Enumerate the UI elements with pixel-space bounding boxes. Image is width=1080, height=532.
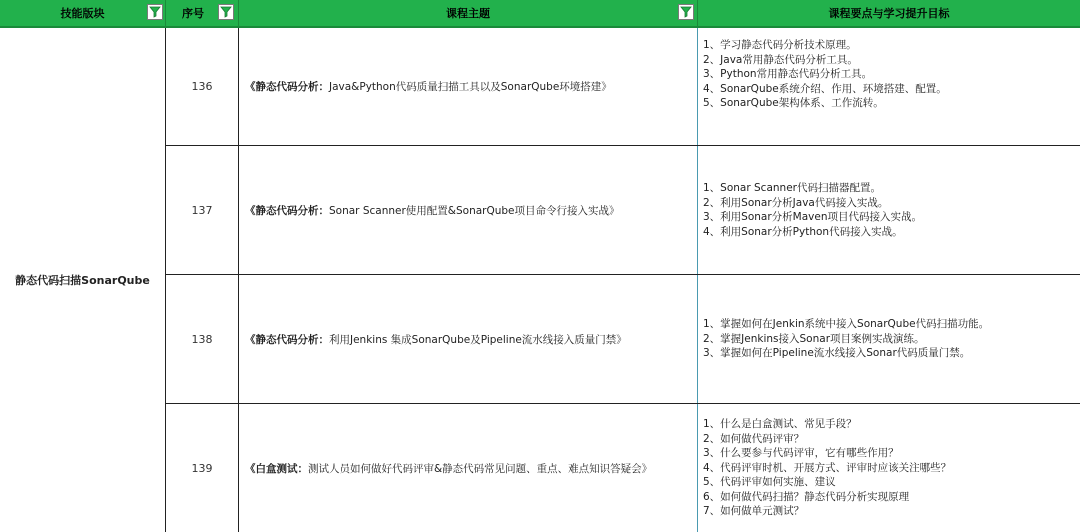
topic-text: 测试人员如何做好代码评审&静态代码常见问题、重点、难点知识答疑会》 (308, 462, 653, 475)
goal-item: 2、掌握Jenkins接入Sonar项目案例实战演练。 (703, 332, 925, 345)
row-topic (239, 146, 698, 274)
goal-item: 2、如何做代码评审？ (703, 432, 805, 445)
table-row[interactable] (166, 146, 1080, 275)
goal-item: 4、利用Sonar分析Python代码接入实战。 (703, 225, 903, 238)
goal-item: 2、Java常用静态代码分析工具。 (703, 53, 858, 66)
topic-prefix: 《白盒测试： (245, 462, 308, 475)
header-number (166, 0, 239, 26)
goal-item: 3、掌握如何在Pipeline流水线接入Sonar代码质量门禁。 (703, 347, 971, 360)
goal-item: 1、掌握如何在Jenkin系统中接入SonarQube代码扫描功能。 (703, 318, 990, 331)
goal-item: 2、利用Sonar分析Java代码接入实战。 (703, 196, 889, 209)
row-goals (698, 146, 1080, 274)
goal-item: 5、SonarQube架构体系、工作流转。 (703, 97, 884, 109)
row-number: 137 (166, 146, 239, 274)
table-row[interactable] (166, 404, 1080, 532)
row-goals (698, 28, 1080, 145)
row-number: 136 (166, 28, 239, 145)
goal-item: 7、如何做单元测试？ (703, 505, 805, 518)
topic-text: 利用Jenkins 集成SonarQube及Pipeline流水线接入质量门禁》 (329, 333, 627, 346)
header-topic (239, 0, 698, 26)
goal-item: 6、如何做代码扫描？静态代码分析实现原理 (703, 490, 910, 503)
filter-icon (220, 6, 232, 18)
skill-block-cell[interactable] (0, 28, 166, 532)
row-number: 138 (166, 275, 239, 403)
goal-item: 1、Sonar Scanner代码扫描器配置。 (703, 182, 881, 194)
topic-prefix: 《静态代码分析： (245, 204, 329, 217)
header-label: 序号 (182, 7, 204, 20)
goal-item: 4、SonarQube系统介绍、作用、环境搭建、配置。 (703, 82, 947, 95)
row-topic (239, 275, 698, 403)
row-goals (698, 275, 1080, 403)
row-number: 139 (166, 404, 239, 532)
topic-text: Sonar Scanner使用配置&SonarQube项目命令行接入实战》 (329, 204, 620, 217)
topic-prefix: 《静态代码分析： (245, 333, 329, 346)
header-skill-block (0, 0, 166, 26)
header-label: 技能版块 (60, 7, 105, 20)
header-label: 课程要点与学习提升目标 (828, 7, 950, 20)
filter-button-number[interactable] (218, 4, 234, 20)
skill-block-label: 静态代码扫描SonarQube (15, 274, 150, 287)
topic-text: Java&Python代码质量扫描工具以及SonarQube环境搭建》 (329, 81, 612, 93)
filter-icon (149, 6, 161, 18)
filter-button-skill[interactable] (147, 4, 163, 20)
table-row[interactable] (166, 28, 1080, 146)
filter-button-topic[interactable] (678, 4, 694, 20)
header-label: 课程主题 (446, 7, 490, 20)
header-goals (698, 0, 1080, 26)
goal-item: 3、什么要参与代码评审，它有哪些作用？ (703, 447, 899, 460)
goal-item: 4、代码评审时机、开展方式、评审时应该关注哪些？ (703, 461, 952, 474)
topic-prefix: 《静态代码分析： (245, 81, 329, 93)
row-goals (698, 404, 1080, 532)
row-topic (239, 404, 698, 532)
table-row[interactable] (166, 275, 1080, 404)
row-topic (239, 28, 698, 145)
goal-item: 3、利用Sonar分析Maven项目代码接入实战。 (703, 211, 922, 223)
goal-item: 5、代码评审如何实施、建议 (703, 476, 836, 489)
filter-icon (680, 6, 692, 18)
goal-item: 1、什么是白盒测试、常见手段？ (703, 418, 857, 431)
goal-item: 1、学习静态代码分析技术原理。 (703, 39, 857, 51)
goal-item: 3、Python常用静态代码分析工具。 (703, 68, 873, 80)
